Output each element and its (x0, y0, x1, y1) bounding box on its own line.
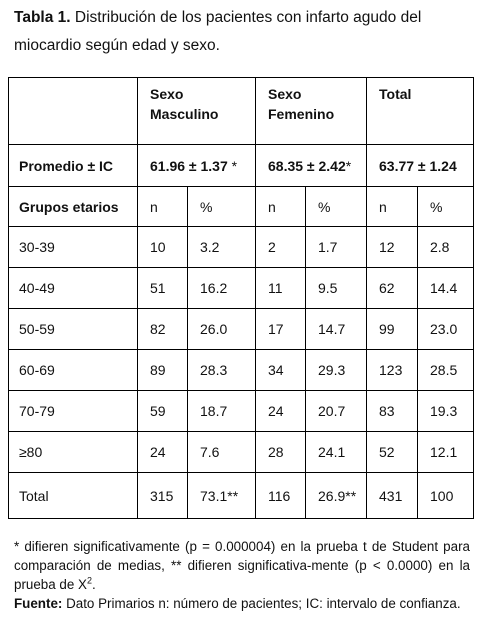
male-pct-cell: 26.0 (188, 309, 256, 350)
male-n-cell: 10 (138, 227, 188, 268)
age-group-cell: 70-79 (9, 391, 138, 432)
male-n-cell: 89 (138, 350, 188, 391)
total-pct-cell: 14.4 (418, 268, 474, 309)
male-pct-cell: 7.6 (188, 432, 256, 473)
mean-row (9, 145, 474, 187)
female-n-cell: 28 (256, 432, 306, 473)
female-n-cell: 17 (256, 309, 306, 350)
mean-label: Promedio ± IC (9, 145, 138, 187)
age-group-cell: 60-69 (9, 350, 138, 391)
subheader-female-pct: % (306, 187, 367, 227)
total-n-cell: 431 (367, 473, 418, 519)
source-label: Fuente: (14, 596, 63, 611)
table-row (9, 432, 474, 473)
male-n-cell: 51 (138, 268, 188, 309)
total-pct-cell: 19.3 (418, 391, 474, 432)
total-n-cell: 62 (367, 268, 418, 309)
female-n-cell: 11 (256, 268, 306, 309)
male-pct-cell: 16.2 (188, 268, 256, 309)
total-pct-cell: 100 (418, 473, 474, 519)
total-pct-cell: 2.8 (418, 227, 474, 268)
total-n-cell: 12 (367, 227, 418, 268)
header-row (9, 78, 474, 145)
female-pct-cell: 9.5 (306, 268, 367, 309)
data-table (8, 77, 474, 519)
male-n-cell: 82 (138, 309, 188, 350)
subheader-male-n: n (138, 187, 188, 227)
source-text: Dato Primarios n: número de pacientes; IC: intervalo de confianza. (62, 596, 461, 611)
female-pct-cell: 20.7 (306, 391, 367, 432)
male-pct-cell: 18.7 (188, 391, 256, 432)
total-n-cell: 52 (367, 432, 418, 473)
male-n-cell: 315 (138, 473, 188, 519)
female-pct-cell: 14.7 (306, 309, 367, 350)
age-group-cell: 30-39 (9, 227, 138, 268)
table-row (9, 391, 474, 432)
male-n-cell: 24 (138, 432, 188, 473)
female-n-cell: 24 (256, 391, 306, 432)
subheader-male-pct: % (188, 187, 256, 227)
female-pct-cell: 24.1 (306, 432, 367, 473)
female-pct-cell: 29.3 (306, 350, 367, 391)
mean-total: 63.77 ± 1.24 (367, 145, 474, 187)
total-n-cell: 83 (367, 391, 418, 432)
male-pct-cell: 28.3 (188, 350, 256, 391)
table-caption (14, 4, 470, 60)
significance-note: * difieren significativamente (p = 0.000004) en la prueba t de Student para comparación de medias, ** difieren significativa-mente (p < 0.0000) en la prueba de $X^2$. (14, 539, 470, 592)
age-group-cell: 50-59 (9, 309, 138, 350)
caption-text: Distribución de los pacientes con infarto agudo del miocardio según edad y sexo. (14, 9, 422, 54)
table-footnotes (14, 537, 470, 613)
subheader-total-n: n (367, 187, 418, 227)
total-n-cell: 123 (367, 350, 418, 391)
table-row-total (9, 473, 474, 519)
female-n-cell: 116 (256, 473, 306, 519)
mean-female: 68.35 ± 2.42* (256, 145, 367, 187)
male-pct-cell: 3.2 (188, 227, 256, 268)
age-group-cell: ≥80 (9, 432, 138, 473)
header-female: Sexo Femenino (256, 78, 367, 145)
source-note (14, 594, 470, 613)
subheader-female-n: n (256, 187, 306, 227)
total-pct-cell: 12.1 (418, 432, 474, 473)
age-group-cell: Total (9, 473, 138, 519)
male-pct-cell: 73.1** (188, 473, 256, 519)
table-row (9, 309, 474, 350)
table-row (9, 227, 474, 268)
female-n-cell: 34 (256, 350, 306, 391)
table-row (9, 268, 474, 309)
header-empty-cell (9, 78, 138, 145)
female-n-cell: 2 (256, 227, 306, 268)
caption-label: Tabla 1. (14, 9, 71, 26)
total-n-cell: 99 (367, 309, 418, 350)
age-group-cell: 40-49 (9, 268, 138, 309)
male-n-cell: 59 (138, 391, 188, 432)
subheader-total-pct: % (418, 187, 474, 227)
total-pct-cell: 23.0 (418, 309, 474, 350)
subheader-row (9, 187, 474, 227)
mean-male: 61.96 ± 1.37 * (138, 145, 256, 187)
female-pct-cell: 1.7 (306, 227, 367, 268)
header-male: Sexo Masculino (138, 78, 256, 145)
subheader-label: Grupos etarios (9, 187, 138, 227)
female-pct-cell: 26.9** (306, 473, 367, 519)
table-row (9, 350, 474, 391)
total-pct-cell: 28.5 (418, 350, 474, 391)
header-total: Total (367, 78, 474, 145)
